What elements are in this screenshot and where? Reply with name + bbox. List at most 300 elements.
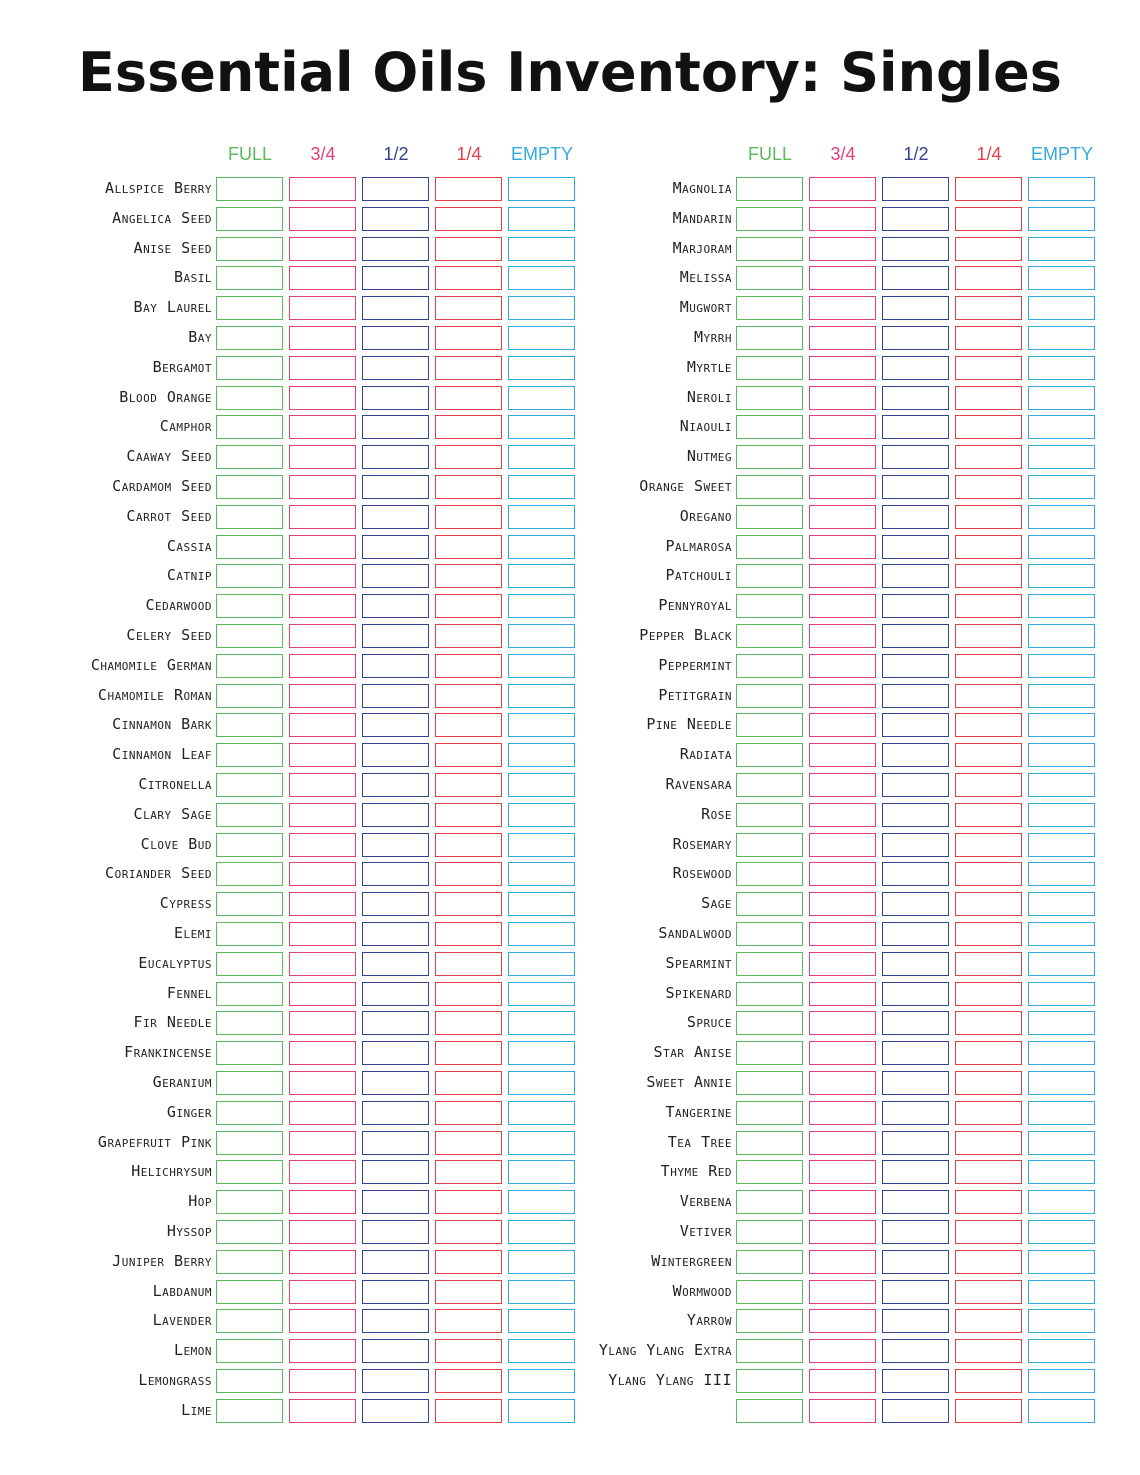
level-checkbox[interactable] [809, 1190, 876, 1214]
level-checkbox[interactable] [955, 833, 1022, 857]
level-checkbox[interactable] [809, 833, 876, 857]
level-checkbox[interactable] [955, 952, 1022, 976]
level-checkbox[interactable] [1028, 386, 1095, 410]
level-checkbox[interactable] [435, 296, 502, 320]
level-checkbox[interactable] [289, 1071, 356, 1095]
level-checkbox[interactable] [809, 564, 876, 588]
level-checkbox[interactable] [955, 1101, 1022, 1125]
level-checkbox[interactable] [955, 535, 1022, 559]
level-checkbox[interactable] [435, 1280, 502, 1304]
level-checkbox[interactable] [362, 1190, 429, 1214]
level-checkbox[interactable] [289, 1131, 356, 1155]
level-checkbox[interactable] [882, 415, 949, 439]
level-checkbox[interactable] [809, 475, 876, 499]
level-checkbox[interactable] [809, 1309, 876, 1333]
level-checkbox[interactable] [955, 505, 1022, 529]
level-checkbox[interactable] [435, 922, 502, 946]
level-checkbox[interactable] [1028, 952, 1095, 976]
level-checkbox[interactable] [435, 624, 502, 648]
level-checkbox[interactable] [216, 296, 283, 320]
level-checkbox[interactable] [362, 833, 429, 857]
level-checkbox[interactable] [362, 445, 429, 469]
level-checkbox[interactable] [955, 296, 1022, 320]
level-checkbox[interactable] [955, 922, 1022, 946]
level-checkbox[interactable] [736, 1071, 803, 1095]
level-checkbox[interactable] [1028, 594, 1095, 618]
level-checkbox[interactable] [736, 982, 803, 1006]
level-checkbox[interactable] [1028, 1220, 1095, 1244]
level-checkbox[interactable] [882, 773, 949, 797]
level-checkbox[interactable] [1028, 296, 1095, 320]
level-checkbox[interactable] [882, 684, 949, 708]
level-checkbox[interactable] [955, 356, 1022, 380]
level-checkbox[interactable] [736, 1041, 803, 1065]
level-checkbox[interactable] [882, 1280, 949, 1304]
level-checkbox[interactable] [216, 982, 283, 1006]
level-checkbox[interactable] [362, 1131, 429, 1155]
level-checkbox[interactable] [362, 624, 429, 648]
level-checkbox[interactable] [435, 207, 502, 231]
level-checkbox[interactable] [809, 505, 876, 529]
level-checkbox[interactable] [362, 713, 429, 737]
level-checkbox[interactable] [736, 326, 803, 350]
level-checkbox[interactable] [882, 624, 949, 648]
level-checkbox[interactable] [1028, 684, 1095, 708]
level-checkbox[interactable] [289, 1190, 356, 1214]
level-checkbox[interactable] [736, 475, 803, 499]
level-checkbox[interactable] [216, 535, 283, 559]
level-checkbox[interactable] [882, 1131, 949, 1155]
level-checkbox[interactable] [216, 1131, 283, 1155]
level-checkbox[interactable] [809, 1071, 876, 1095]
level-checkbox[interactable] [955, 862, 1022, 886]
level-checkbox[interactable] [882, 892, 949, 916]
level-checkbox[interactable] [809, 1280, 876, 1304]
level-checkbox[interactable] [435, 773, 502, 797]
level-checkbox[interactable] [362, 982, 429, 1006]
level-checkbox[interactable] [955, 713, 1022, 737]
level-checkbox[interactable] [216, 743, 283, 767]
level-checkbox[interactable] [809, 773, 876, 797]
level-checkbox[interactable] [289, 386, 356, 410]
level-checkbox[interactable] [809, 713, 876, 737]
level-checkbox[interactable] [216, 1250, 283, 1274]
level-checkbox[interactable] [216, 1220, 283, 1244]
level-checkbox[interactable] [882, 535, 949, 559]
level-checkbox[interactable] [809, 1160, 876, 1184]
level-checkbox[interactable] [362, 892, 429, 916]
level-checkbox[interactable] [289, 952, 356, 976]
level-checkbox[interactable] [289, 743, 356, 767]
level-checkbox[interactable] [435, 1011, 502, 1035]
level-checkbox[interactable] [809, 1011, 876, 1035]
level-checkbox[interactable] [736, 833, 803, 857]
level-checkbox[interactable] [289, 1339, 356, 1363]
level-checkbox[interactable] [955, 445, 1022, 469]
level-checkbox[interactable] [216, 415, 283, 439]
level-checkbox[interactable] [216, 1011, 283, 1035]
level-checkbox[interactable] [289, 773, 356, 797]
level-checkbox[interactable] [362, 684, 429, 708]
level-checkbox[interactable] [809, 1041, 876, 1065]
level-checkbox[interactable] [435, 1369, 502, 1393]
level-checkbox[interactable] [809, 1339, 876, 1363]
level-checkbox[interactable] [362, 1101, 429, 1125]
level-checkbox[interactable] [1028, 803, 1095, 827]
level-checkbox[interactable] [809, 624, 876, 648]
level-checkbox[interactable] [736, 207, 803, 231]
level-checkbox[interactable] [955, 266, 1022, 290]
level-checkbox[interactable] [1028, 177, 1095, 201]
level-checkbox[interactable] [955, 773, 1022, 797]
level-checkbox[interactable] [435, 713, 502, 737]
level-checkbox[interactable] [955, 177, 1022, 201]
level-checkbox[interactable] [435, 505, 502, 529]
level-checkbox[interactable] [216, 833, 283, 857]
level-checkbox[interactable] [435, 1220, 502, 1244]
level-checkbox[interactable] [1028, 743, 1095, 767]
level-checkbox[interactable] [955, 1131, 1022, 1155]
level-checkbox[interactable] [736, 1339, 803, 1363]
level-checkbox[interactable] [289, 535, 356, 559]
level-checkbox[interactable] [289, 654, 356, 678]
level-checkbox[interactable] [289, 713, 356, 737]
level-checkbox[interactable] [362, 177, 429, 201]
level-checkbox[interactable] [882, 922, 949, 946]
level-checkbox[interactable] [362, 386, 429, 410]
level-checkbox[interactable] [736, 803, 803, 827]
level-checkbox[interactable] [736, 386, 803, 410]
level-checkbox[interactable] [955, 594, 1022, 618]
level-checkbox[interactable] [362, 237, 429, 261]
level-checkbox[interactable] [955, 237, 1022, 261]
level-checkbox[interactable] [1028, 773, 1095, 797]
level-checkbox[interactable] [435, 1160, 502, 1184]
level-checkbox[interactable] [216, 1071, 283, 1095]
level-checkbox[interactable] [362, 803, 429, 827]
level-checkbox[interactable] [435, 833, 502, 857]
level-checkbox[interactable] [809, 386, 876, 410]
level-checkbox[interactable] [1028, 1041, 1095, 1065]
level-checkbox[interactable] [362, 743, 429, 767]
level-checkbox[interactable] [435, 475, 502, 499]
level-checkbox[interactable] [736, 952, 803, 976]
level-checkbox[interactable] [289, 833, 356, 857]
level-checkbox[interactable] [736, 445, 803, 469]
level-checkbox[interactable] [216, 1399, 283, 1423]
level-checkbox[interactable] [1028, 892, 1095, 916]
level-checkbox[interactable] [216, 654, 283, 678]
level-checkbox[interactable] [216, 713, 283, 737]
level-checkbox[interactable] [435, 1309, 502, 1333]
level-checkbox[interactable] [216, 1160, 283, 1184]
level-checkbox[interactable] [435, 237, 502, 261]
level-checkbox[interactable] [435, 1190, 502, 1214]
level-checkbox[interactable] [955, 982, 1022, 1006]
level-checkbox[interactable] [809, 594, 876, 618]
level-checkbox[interactable] [882, 177, 949, 201]
level-checkbox[interactable] [882, 1160, 949, 1184]
level-checkbox[interactable] [809, 415, 876, 439]
level-checkbox[interactable] [809, 326, 876, 350]
level-checkbox[interactable] [435, 594, 502, 618]
level-checkbox[interactable] [736, 1101, 803, 1125]
level-checkbox[interactable] [216, 1369, 283, 1393]
level-checkbox[interactable] [1028, 1190, 1095, 1214]
level-checkbox[interactable] [289, 594, 356, 618]
level-checkbox[interactable] [216, 475, 283, 499]
level-checkbox[interactable] [955, 475, 1022, 499]
level-checkbox[interactable] [736, 1309, 803, 1333]
level-checkbox[interactable] [1028, 535, 1095, 559]
level-checkbox[interactable] [1028, 1309, 1095, 1333]
level-checkbox[interactable] [736, 177, 803, 201]
level-checkbox[interactable] [289, 624, 356, 648]
level-checkbox[interactable] [216, 564, 283, 588]
level-checkbox[interactable] [882, 803, 949, 827]
level-checkbox[interactable] [435, 892, 502, 916]
level-checkbox[interactable] [809, 535, 876, 559]
level-checkbox[interactable] [1028, 326, 1095, 350]
level-checkbox[interactable] [1028, 713, 1095, 737]
level-checkbox[interactable] [216, 594, 283, 618]
level-checkbox[interactable] [809, 982, 876, 1006]
level-checkbox[interactable] [1028, 564, 1095, 588]
level-checkbox[interactable] [216, 1190, 283, 1214]
level-checkbox[interactable] [882, 1339, 949, 1363]
level-checkbox[interactable] [289, 1250, 356, 1274]
level-checkbox[interactable] [362, 1369, 429, 1393]
level-checkbox[interactable] [955, 624, 1022, 648]
level-checkbox[interactable] [736, 594, 803, 618]
level-checkbox[interactable] [435, 952, 502, 976]
level-checkbox[interactable] [289, 1369, 356, 1393]
level-checkbox[interactable] [955, 1160, 1022, 1184]
level-checkbox[interactable] [435, 415, 502, 439]
level-checkbox[interactable] [736, 1369, 803, 1393]
level-checkbox[interactable] [1028, 624, 1095, 648]
level-checkbox[interactable] [882, 862, 949, 886]
level-checkbox[interactable] [1028, 922, 1095, 946]
level-checkbox[interactable] [362, 1250, 429, 1274]
level-checkbox[interactable] [362, 535, 429, 559]
level-checkbox[interactable] [955, 1280, 1022, 1304]
level-checkbox[interactable] [736, 624, 803, 648]
level-checkbox[interactable] [289, 237, 356, 261]
level-checkbox[interactable] [809, 1250, 876, 1274]
level-checkbox[interactable] [1028, 415, 1095, 439]
level-checkbox[interactable] [882, 386, 949, 410]
level-checkbox[interactable] [362, 1220, 429, 1244]
level-checkbox[interactable] [736, 505, 803, 529]
level-checkbox[interactable] [1028, 1250, 1095, 1274]
level-checkbox[interactable] [1028, 1399, 1095, 1423]
level-checkbox[interactable] [1028, 1160, 1095, 1184]
level-checkbox[interactable] [809, 803, 876, 827]
level-checkbox[interactable] [736, 1011, 803, 1035]
level-checkbox[interactable] [362, 356, 429, 380]
level-checkbox[interactable] [736, 356, 803, 380]
level-checkbox[interactable] [1028, 475, 1095, 499]
level-checkbox[interactable] [435, 654, 502, 678]
level-checkbox[interactable] [736, 1220, 803, 1244]
level-checkbox[interactable] [1028, 654, 1095, 678]
level-checkbox[interactable] [362, 862, 429, 886]
level-checkbox[interactable] [362, 773, 429, 797]
level-checkbox[interactable] [809, 922, 876, 946]
level-checkbox[interactable] [362, 654, 429, 678]
level-checkbox[interactable] [736, 743, 803, 767]
level-checkbox[interactable] [882, 1250, 949, 1274]
level-checkbox[interactable] [736, 1250, 803, 1274]
level-checkbox[interactable] [809, 743, 876, 767]
level-checkbox[interactable] [809, 296, 876, 320]
level-checkbox[interactable] [435, 684, 502, 708]
level-checkbox[interactable] [955, 803, 1022, 827]
level-checkbox[interactable] [736, 266, 803, 290]
level-checkbox[interactable] [289, 1160, 356, 1184]
level-checkbox[interactable] [289, 803, 356, 827]
level-checkbox[interactable] [736, 1131, 803, 1155]
level-checkbox[interactable] [1028, 356, 1095, 380]
level-checkbox[interactable] [955, 564, 1022, 588]
level-checkbox[interactable] [736, 1399, 803, 1423]
level-checkbox[interactable] [1028, 266, 1095, 290]
level-checkbox[interactable] [289, 326, 356, 350]
level-checkbox[interactable] [955, 1041, 1022, 1065]
level-checkbox[interactable] [809, 1369, 876, 1393]
level-checkbox[interactable] [882, 1041, 949, 1065]
level-checkbox[interactable] [289, 1011, 356, 1035]
level-checkbox[interactable] [809, 356, 876, 380]
level-checkbox[interactable] [289, 1220, 356, 1244]
level-checkbox[interactable] [955, 1339, 1022, 1363]
level-checkbox[interactable] [362, 564, 429, 588]
level-checkbox[interactable] [882, 654, 949, 678]
level-checkbox[interactable] [809, 1131, 876, 1155]
level-checkbox[interactable] [955, 654, 1022, 678]
level-checkbox[interactable] [289, 207, 356, 231]
level-checkbox[interactable] [809, 1399, 876, 1423]
level-checkbox[interactable] [216, 1041, 283, 1065]
level-checkbox[interactable] [736, 296, 803, 320]
level-checkbox[interactable] [362, 1309, 429, 1333]
level-checkbox[interactable] [955, 1250, 1022, 1274]
level-checkbox[interactable] [435, 386, 502, 410]
level-checkbox[interactable] [882, 296, 949, 320]
level-checkbox[interactable] [882, 1011, 949, 1035]
level-checkbox[interactable] [882, 1309, 949, 1333]
level-checkbox[interactable] [736, 684, 803, 708]
level-checkbox[interactable] [435, 445, 502, 469]
level-checkbox[interactable] [435, 326, 502, 350]
level-checkbox[interactable] [289, 684, 356, 708]
level-checkbox[interactable] [289, 892, 356, 916]
level-checkbox[interactable] [955, 326, 1022, 350]
level-checkbox[interactable] [362, 1041, 429, 1065]
level-checkbox[interactable] [1028, 982, 1095, 1006]
level-checkbox[interactable] [216, 237, 283, 261]
level-checkbox[interactable] [1028, 1280, 1095, 1304]
level-checkbox[interactable] [1028, 207, 1095, 231]
level-checkbox[interactable] [362, 266, 429, 290]
level-checkbox[interactable] [216, 445, 283, 469]
level-checkbox[interactable] [362, 505, 429, 529]
level-checkbox[interactable] [1028, 1369, 1095, 1393]
level-checkbox[interactable] [362, 922, 429, 946]
level-checkbox[interactable] [362, 1339, 429, 1363]
level-checkbox[interactable] [216, 952, 283, 976]
level-checkbox[interactable] [435, 862, 502, 886]
level-checkbox[interactable] [216, 266, 283, 290]
level-checkbox[interactable] [362, 326, 429, 350]
level-checkbox[interactable] [435, 1131, 502, 1155]
level-checkbox[interactable] [1028, 862, 1095, 886]
level-checkbox[interactable] [955, 1369, 1022, 1393]
level-checkbox[interactable] [216, 1280, 283, 1304]
level-checkbox[interactable] [882, 207, 949, 231]
level-checkbox[interactable] [809, 684, 876, 708]
level-checkbox[interactable] [882, 952, 949, 976]
level-checkbox[interactable] [955, 207, 1022, 231]
level-checkbox[interactable] [736, 922, 803, 946]
level-checkbox[interactable] [289, 475, 356, 499]
level-checkbox[interactable] [1028, 1339, 1095, 1363]
level-checkbox[interactable] [216, 505, 283, 529]
level-checkbox[interactable] [216, 1339, 283, 1363]
level-checkbox[interactable] [362, 1280, 429, 1304]
level-checkbox[interactable] [809, 207, 876, 231]
level-checkbox[interactable] [216, 326, 283, 350]
level-checkbox[interactable] [216, 177, 283, 201]
level-checkbox[interactable] [882, 445, 949, 469]
level-checkbox[interactable] [882, 594, 949, 618]
level-checkbox[interactable] [289, 1399, 356, 1423]
level-checkbox[interactable] [362, 415, 429, 439]
level-checkbox[interactable] [289, 1041, 356, 1065]
level-checkbox[interactable] [955, 1011, 1022, 1035]
level-checkbox[interactable] [736, 654, 803, 678]
level-checkbox[interactable] [736, 713, 803, 737]
level-checkbox[interactable] [216, 207, 283, 231]
level-checkbox[interactable] [809, 237, 876, 261]
level-checkbox[interactable] [216, 624, 283, 648]
level-checkbox[interactable] [955, 684, 1022, 708]
level-checkbox[interactable] [882, 326, 949, 350]
level-checkbox[interactable] [736, 892, 803, 916]
level-checkbox[interactable] [435, 1250, 502, 1274]
level-checkbox[interactable] [289, 415, 356, 439]
level-checkbox[interactable] [955, 1399, 1022, 1423]
level-checkbox[interactable] [955, 1220, 1022, 1244]
level-checkbox[interactable] [216, 892, 283, 916]
level-checkbox[interactable] [736, 535, 803, 559]
level-checkbox[interactable] [882, 356, 949, 380]
level-checkbox[interactable] [809, 177, 876, 201]
level-checkbox[interactable] [882, 1071, 949, 1095]
level-checkbox[interactable] [216, 1309, 283, 1333]
level-checkbox[interactable] [289, 1309, 356, 1333]
level-checkbox[interactable] [882, 505, 949, 529]
level-checkbox[interactable] [955, 892, 1022, 916]
level-checkbox[interactable] [809, 654, 876, 678]
level-checkbox[interactable] [882, 475, 949, 499]
level-checkbox[interactable] [435, 982, 502, 1006]
level-checkbox[interactable] [216, 862, 283, 886]
level-checkbox[interactable] [289, 356, 356, 380]
level-checkbox[interactable] [882, 982, 949, 1006]
level-checkbox[interactable] [882, 237, 949, 261]
